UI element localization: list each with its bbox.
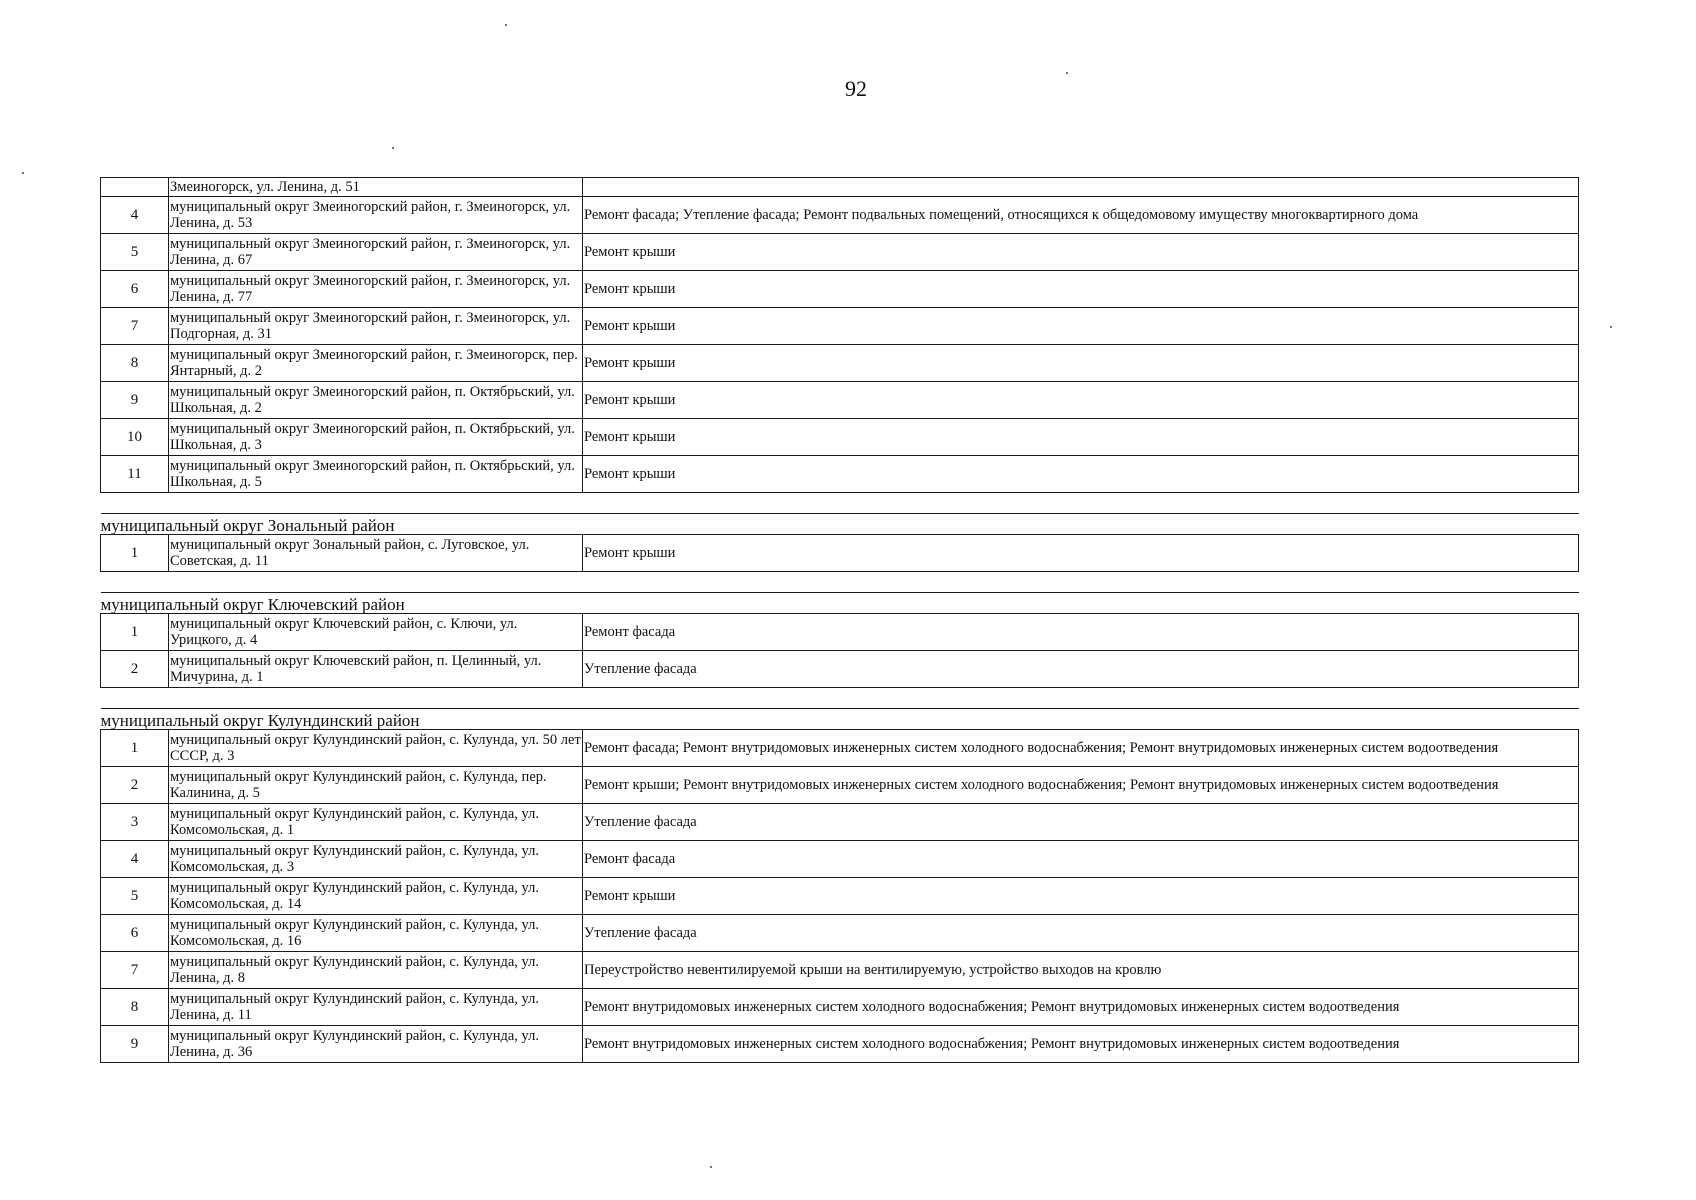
table-row (101, 767, 1579, 804)
district-heading-row (101, 514, 1579, 535)
table-row (101, 271, 1579, 308)
row-number: 2 (101, 651, 169, 688)
table-row (101, 382, 1579, 419)
table-row (101, 197, 1579, 234)
row-number: 1 (101, 730, 169, 767)
row-number: 1 (101, 535, 169, 572)
row-work: Ремонт крыши (583, 382, 1579, 419)
row-number: 1 (101, 614, 169, 651)
row-number: 7 (101, 308, 169, 345)
row-number: 4 (101, 841, 169, 878)
row-address: муниципальный округ Змеиногорский район, п. Октябрьский, ул. Школьная, д. 3 (169, 419, 583, 456)
row-number: 7 (101, 952, 169, 989)
repair-program-table (100, 177, 1579, 1063)
scan-speck (22, 172, 24, 174)
row-work: Ремонт крыши (583, 878, 1579, 915)
row-work: Ремонт фасада (583, 841, 1579, 878)
row-number: 10 (101, 419, 169, 456)
section-spacer (101, 688, 1579, 709)
row-work (583, 178, 1579, 197)
district-heading-row (101, 593, 1579, 614)
scan-speck (1610, 326, 1612, 328)
row-address: муниципальный округ Змеиногорский район, п. Октябрьский, ул. Школьная, д. 5 (169, 456, 583, 493)
table-row (101, 915, 1579, 952)
row-address: муниципальный округ Змеиногорский район, г. Змеиногорск, ул. Ленина, д. 53 (169, 197, 583, 234)
row-work: Ремонт крыши (583, 535, 1579, 572)
table-row (101, 614, 1579, 651)
table-row (101, 456, 1579, 493)
row-work: Утепление фасада (583, 804, 1579, 841)
row-address: муниципальный округ Ключевский район, п. Целинный, ул. Мичурина, д. 1 (169, 651, 583, 688)
row-work: Ремонт крыши (583, 234, 1579, 271)
row-number: 9 (101, 382, 169, 419)
table-row (101, 345, 1579, 382)
row-address: муниципальный округ Змеиногорский район, г. Змеиногорск, пер. Янтарный, д. 2 (169, 345, 583, 382)
row-number: 8 (101, 989, 169, 1026)
row-number: 4 (101, 197, 169, 234)
row-work: Утепление фасада (583, 651, 1579, 688)
district-heading-row (101, 709, 1579, 730)
row-work: Ремонт крыши (583, 456, 1579, 493)
spacer-cell (101, 572, 1579, 593)
row-work: Ремонт фасада; Утепление фасада; Ремонт подвальных помещений, относящихся к общедомовому имуществу многоквартирного дома (583, 197, 1579, 234)
section-spacer (101, 572, 1579, 593)
table-row (101, 989, 1579, 1026)
table-row (101, 651, 1579, 688)
page-number: 92 (845, 76, 867, 101)
table-row (101, 1026, 1579, 1063)
row-address: муниципальный округ Зональный район, с. Луговское, ул. Советская, д. 11 (169, 535, 583, 572)
district-heading: муниципальный округ Ключевский район (101, 593, 1579, 614)
row-number: 9 (101, 1026, 169, 1063)
row-work: Ремонт внутридомовых инженерных систем холодного водоснабжения; Ремонт внутридомовых инженерных систем водоотведения (583, 1026, 1579, 1063)
row-address: муниципальный округ Змеиногорский район, п. Октябрьский, ул. Школьная, д. 2 (169, 382, 583, 419)
row-address: муниципальный округ Кулундинский район, с. Кулунда, ул. Комсомольская, д. 1 (169, 804, 583, 841)
table-row (101, 178, 1579, 197)
table-row (101, 841, 1579, 878)
row-work: Ремонт крыши; Ремонт внутридомовых инженерных систем холодного водоснабжения; Ремонт внутридомовых инженерных систем водоотведения (583, 767, 1579, 804)
row-work: Ремонт фасада (583, 614, 1579, 651)
row-number: 5 (101, 878, 169, 915)
row-number: 6 (101, 271, 169, 308)
row-work: Ремонт фасада; Ремонт внутридомовых инженерных систем холодного водоснабжения; Ремонт внутридомовых инженерных систем водоотведения (583, 730, 1579, 767)
scan-speck (1066, 72, 1068, 74)
row-work: Ремонт крыши (583, 271, 1579, 308)
table-row (101, 308, 1579, 345)
table-row (101, 234, 1579, 271)
row-work: Переустройство невентилируемой крыши на вентилируемую, устройство выходов на кровлю (583, 952, 1579, 989)
table-row (101, 535, 1579, 572)
table-row (101, 804, 1579, 841)
row-number: 2 (101, 767, 169, 804)
spacer-cell (101, 493, 1579, 514)
district-heading: муниципальный округ Кулундинский район (101, 709, 1579, 730)
row-number: 8 (101, 345, 169, 382)
row-address: муниципальный округ Змеиногорский район, г. Змеиногорск, ул. Подгорная, д. 31 (169, 308, 583, 345)
row-number: 5 (101, 234, 169, 271)
row-address: Змеиногорск, ул. Ленина, д. 51 (169, 178, 583, 197)
row-number (101, 178, 169, 197)
row-address: муниципальный округ Кулундинский район, с. Кулунда, ул. 50 лет СССР, д. 3 (169, 730, 583, 767)
row-number: 6 (101, 915, 169, 952)
row-address: муниципальный округ Змеиногорский район, г. Змеиногорск, ул. Ленина, д. 67 (169, 234, 583, 271)
row-work: Ремонт крыши (583, 308, 1579, 345)
scan-speck (392, 147, 394, 149)
section-spacer (101, 493, 1579, 514)
table-row (101, 878, 1579, 915)
row-address: муниципальный округ Кулундинский район, с. Кулунда, ул. Комсомольская, д. 3 (169, 841, 583, 878)
row-address: муниципальный округ Кулундинский район, с. Кулунда, ул. Комсомольская, д. 14 (169, 878, 583, 915)
row-address: муниципальный округ Змеиногорский район, г. Змеиногорск, ул. Ленина, д. 77 (169, 271, 583, 308)
row-work: Ремонт крыши (583, 345, 1579, 382)
scan-speck (505, 24, 507, 26)
row-work: Ремонт внутридомовых инженерных систем холодного водоснабжения; Ремонт внутридомовых инженерных систем водоотведения (583, 989, 1579, 1026)
spacer-cell (101, 688, 1579, 709)
row-address: муниципальный округ Кулундинский район, с. Кулунда, ул. Ленина, д. 36 (169, 1026, 583, 1063)
district-heading: муниципальный округ Зональный район (101, 514, 1579, 535)
table-row (101, 952, 1579, 989)
row-work: Ремонт крыши (583, 419, 1579, 456)
row-address: муниципальный округ Кулундинский район, с. Кулунда, ул. Комсомольская, д. 16 (169, 915, 583, 952)
row-number: 11 (101, 456, 169, 493)
row-address: муниципальный округ Ключевский район, с. Ключи, ул. Урицкого, д. 4 (169, 614, 583, 651)
scan-speck (710, 1166, 712, 1168)
row-address: муниципальный округ Кулундинский район, с. Кулунда, ул. Ленина, д. 8 (169, 952, 583, 989)
row-work: Утепление фасада (583, 915, 1579, 952)
row-address: муниципальный округ Кулундинский район, с. Кулунда, ул. Ленина, д. 11 (169, 989, 583, 1026)
table-row (101, 419, 1579, 456)
row-address: муниципальный округ Кулундинский район, с. Кулунда, пер. Калинина, д. 5 (169, 767, 583, 804)
row-number: 3 (101, 804, 169, 841)
table-row (101, 730, 1579, 767)
